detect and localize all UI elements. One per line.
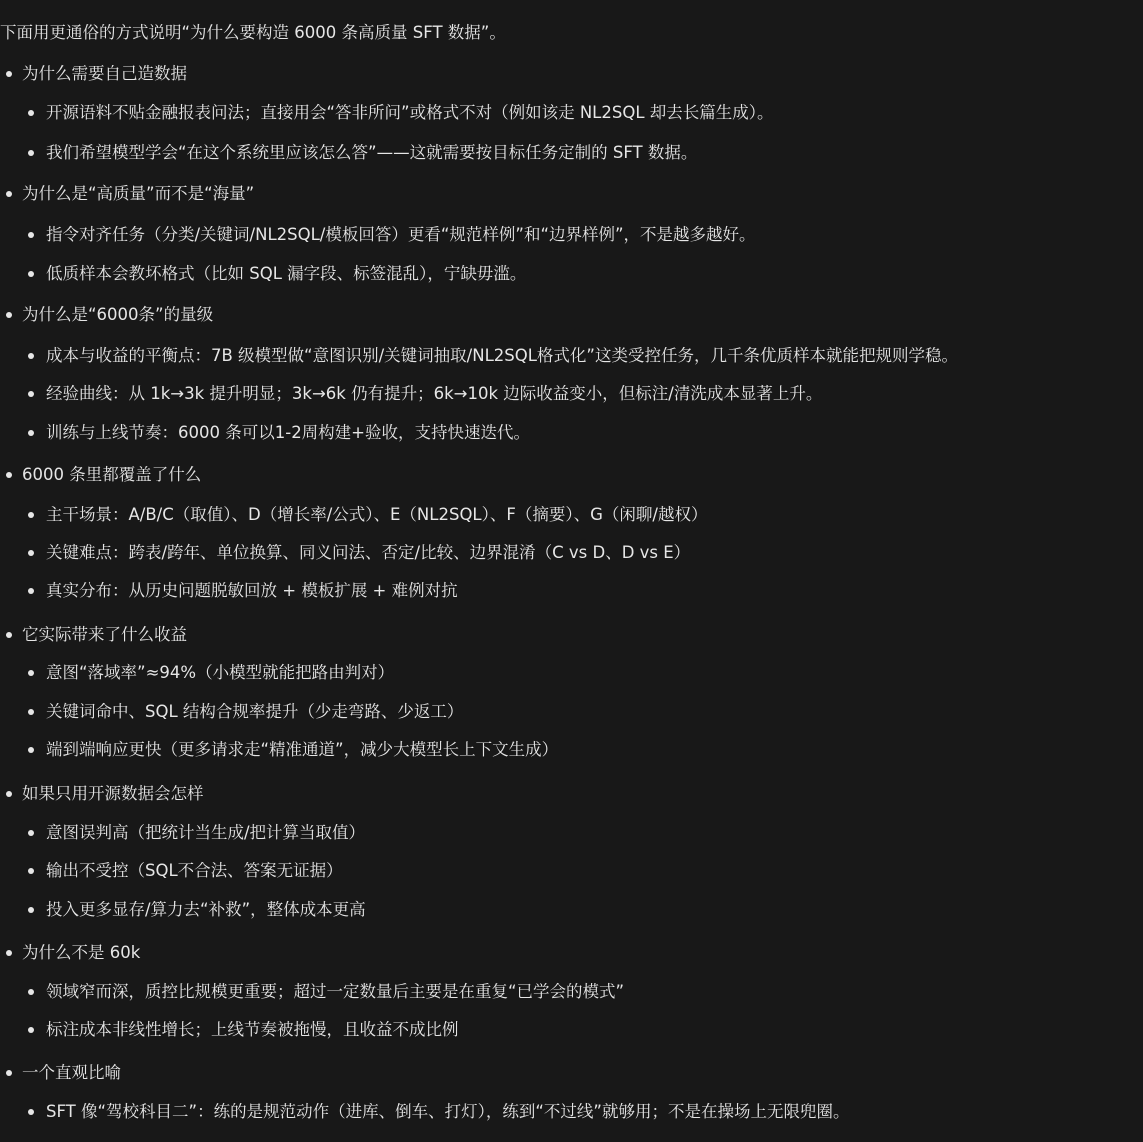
list-item: 经验曲线：从 1k→3k 提升明显；3k→6k 仍有提升；6k→10k 边际收益变小，但标注/清洗成本显著上升。 — [46, 384, 823, 403]
section-title: 如果只用开源数据会怎样 — [22, 784, 204, 803]
list-item: 意图“落域率”≈94%（小模型就能把路由判对） — [46, 663, 395, 682]
list-item: 训练与上线节奏：6000 条可以1-2周构建+验收，支持快速迭代。 — [46, 423, 531, 442]
bullet-icon — [6, 312, 12, 318]
list-item: 指令对齐任务（分类/关键词/NL2SQL/模板回答）更看“规范样例”和“边界样例”，不是越多越好。 — [46, 225, 756, 244]
section-title: 为什么需要自己造数据 — [22, 64, 187, 83]
sub-bullet-icon — [28, 588, 34, 594]
sub-bullet-icon — [28, 1109, 34, 1115]
sub-bullet-icon — [28, 430, 34, 436]
sub-bullet-icon — [28, 512, 34, 518]
section-title: 一个直观比喻 — [22, 1063, 121, 1082]
sub-bullet-icon — [28, 271, 34, 277]
list-item: 关键难点：跨表/跨年、单位换算、同义问法、否定/比较、边界混淆（C vs D、D vs E） — [46, 543, 691, 562]
bullet-icon — [6, 191, 12, 197]
list-item: 输出不受控（SQL不合法、答案无证据） — [46, 861, 343, 880]
section-title: 为什么是“高质量”而不是“海量” — [22, 184, 255, 203]
sub-bullet-icon — [28, 391, 34, 397]
section-title: 为什么不是 60k — [22, 943, 141, 962]
list-item: 端到端响应更快（更多请求走“精准通道”，减少大模型长上下文生成） — [46, 740, 559, 759]
sub-bullet-icon — [28, 868, 34, 874]
sub-bullet-icon — [28, 830, 34, 836]
list-item: 领域窄而深，质控比规模更重要；超过一定数量后主要是在重复“已学会的模式” — [46, 982, 625, 1001]
list-item: 开源语料不贴金融报表问法；直接用会“答非所问”或格式不对（例如该走 NL2SQL 却去长篇生成）。 — [46, 103, 774, 122]
sub-bullet-icon — [28, 232, 34, 238]
list-item: 投入更多显存/算力去“补救”，整体成本更高 — [46, 900, 366, 919]
bullet-icon — [6, 950, 12, 956]
sub-bullet-icon — [28, 709, 34, 715]
list-item: 真实分布：从历史问题脱敏回放 + 模板扩展 + 难例对抗 — [46, 581, 458, 600]
sub-bullet-icon — [28, 670, 34, 676]
list-item: 成本与收益的平衡点：7B 级模型做“意图识别/关键词抽取/NL2SQL格式化”这类受控任务，几千条优质样本就能把规则学稳。 — [46, 346, 958, 365]
bullet-icon — [6, 632, 12, 638]
list-item: 标注成本非线性增长；上线节奏被拖慢，且收益不成比例 — [46, 1020, 459, 1039]
sub-bullet-icon — [28, 353, 34, 359]
sub-bullet-icon — [28, 110, 34, 116]
sub-bullet-icon — [28, 989, 34, 995]
section-title: 为什么是“6000条”的量级 — [22, 305, 214, 324]
section-title: 它实际带来了什么收益 — [22, 625, 187, 644]
sub-bullet-icon — [28, 1027, 34, 1033]
intro-text: 下面用更通俗的方式说明“为什么要构造 6000 条高质量 SFT 数据”。 — [0, 23, 506, 42]
sub-bullet-icon — [28, 907, 34, 913]
list-item: 主干场景：A/B/C（取值）、D（增长率/公式）、E（NL2SQL）、F（摘要）、G（闲聊/越权） — [46, 505, 708, 524]
list-item: 关键词命中、SQL 结构合规率提升（少走弯路、少返工） — [46, 702, 464, 721]
section-title: 6000 条里都覆盖了什么 — [22, 465, 202, 484]
list-item: 低质样本会教坏格式（比如 SQL 漏字段、标签混乱），宁缺毋滥。 — [46, 264, 527, 283]
sub-bullet-icon — [28, 150, 34, 156]
list-item: SFT 像“驾校科目二”：练的是规范动作（进库、倒车、打灯），练到“不过线”就够用；不是在操场上无限兜圈。 — [46, 1102, 850, 1121]
list-item: 我们希望模型学会“在这个系统里应该怎么答”——这就需要按目标任务定制的 SFT 数据。 — [46, 143, 698, 162]
bullet-icon — [6, 1070, 12, 1076]
bullet-icon — [6, 791, 12, 797]
sub-bullet-icon — [28, 747, 34, 753]
sub-bullet-icon — [28, 550, 34, 556]
bullet-icon — [6, 71, 12, 77]
list-item: 意图误判高（把统计当生成/把计算当取值） — [46, 823, 366, 842]
bullet-icon — [6, 472, 12, 478]
